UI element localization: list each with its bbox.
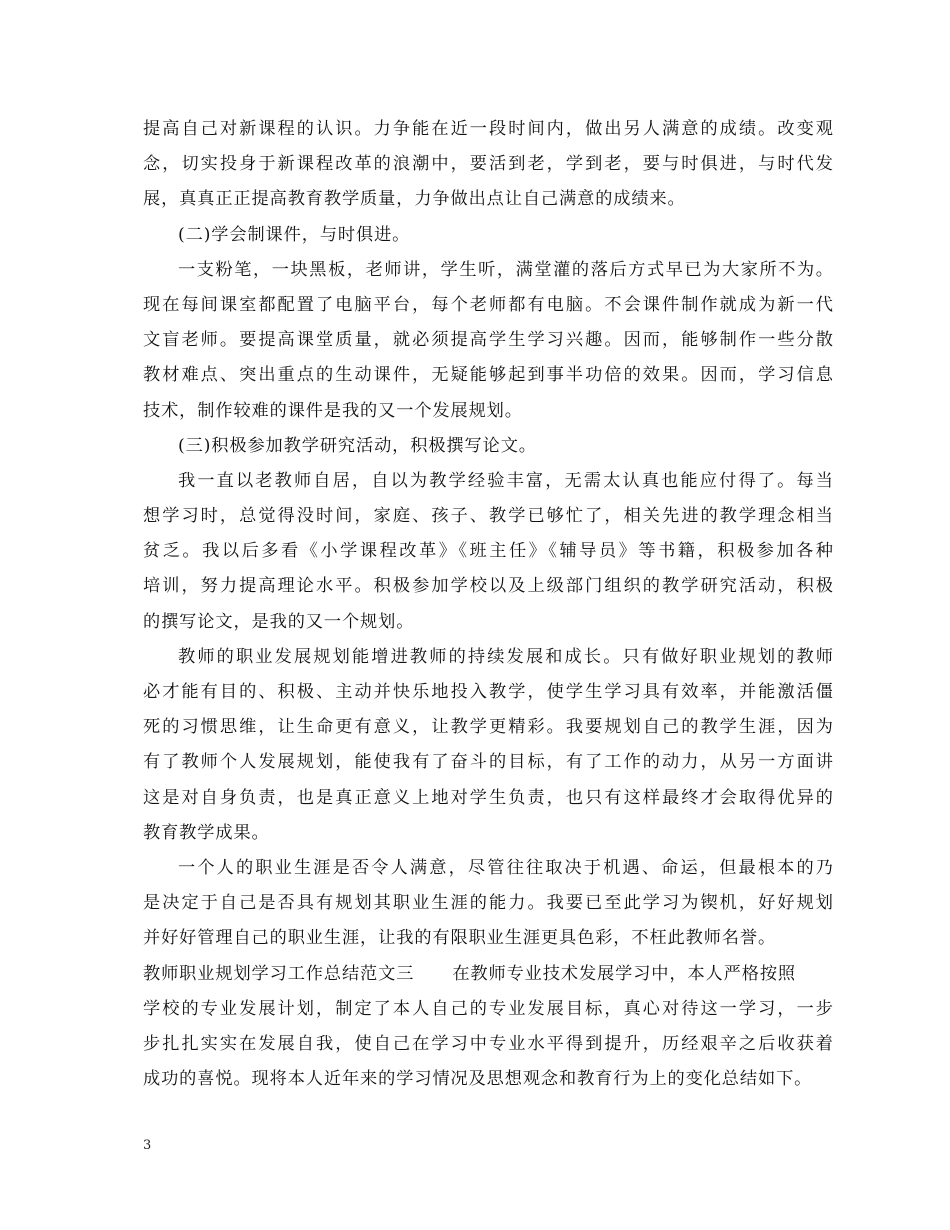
paragraph-line: 一支粉笔，一块黑板，老师讲，学生听，满堂灌的落后方式早已为大家所不为。 <box>178 259 833 280</box>
paragraph-line: 有了教师个人发展规划，能使我有了奋斗的目标，有了工作的动力，从另一方面讲 <box>143 752 833 773</box>
paragraph-line: 技术，制作较难的课件是我的又一个发展规划。 <box>143 400 523 421</box>
paragraph-line: 这是对自身负责，也是真正意义上地对学生负责，也只有这样最终才会取得优异的 <box>143 787 833 808</box>
subheading-two: (二)学会制课件，与时俱进。 <box>178 224 411 245</box>
paragraph-line: 提高自己对新课程的认识。力争能在近一段时间内，做出另人满意的成绩。改变观 <box>143 119 833 139</box>
paragraph-line: 教材难点、突出重点的生动课件，无疑能够起到事半功倍的效果。因而，学习信息 <box>143 365 833 386</box>
paragraph-line: 文盲老师。要提高课堂质量，就必须提高学生学习兴趣。因而，能够制作一些分散 <box>143 330 833 351</box>
section-first-line: 在教师专业技术发展学习中，本人严格按照 <box>452 963 796 984</box>
paragraph-line: 现在每间课室都配置了电脑平台，每个老师都有电脑。不会课件制作就成为新一代 <box>143 294 833 315</box>
paragraph-line: 展，真真正正提高教育教学质量，力争做出点让自己满意的成绩来。 <box>143 189 686 210</box>
section-title-line <box>143 957 833 992</box>
paragraph-line: 培训，努力提高理论水平。积极参加学校以及上级部门组织的教学研究活动，积极 <box>143 576 833 597</box>
paragraph-line: 一个人的职业生涯是否令人满意，尽管往往取决于机遇、命运，但最根本的乃 <box>178 857 833 878</box>
paragraph-line: 念，切实投身于新课程改革的浪潮中，要活到老，学到老，要与时俱进，与时代发 <box>143 154 833 175</box>
paragraph-line: 死的习惯思维，让生命更有意义，让教学更精彩。我要规划自己的教学生涯，因为 <box>143 717 833 738</box>
paragraph-line: 步扎扎实实在发展自我，使自己在学习中专业水平得到提升，历经艰辛之后收获着 <box>143 1033 833 1054</box>
page-number: 3 <box>143 1138 152 1153</box>
paragraph-line: 并好好管理自己的职业生涯，让我的有限职业生涯更具色彩，不枉此教师名誉。 <box>143 928 777 949</box>
paragraph-line: 是决定于自己是否具有规划其职业生涯的能力。我要已至此学习为锲机，好好规划 <box>143 893 833 914</box>
paragraph-line: 我一直以老教师自居，自以为教学经验丰富，无需太认真也能应付得了。每当 <box>178 470 833 491</box>
subheading-three: (三)积极参加教学研究活动，积极撰写论文。 <box>178 435 537 456</box>
paragraph-line: 教育教学成果。 <box>143 822 270 843</box>
section-title: 教师职业规划学习工作总结范文三 <box>143 963 415 984</box>
paragraph-line: 成功的喜悦。现将本人近年来的学习情况及思想观念和教育行为上的变化总结如下。 <box>143 1069 813 1090</box>
body-text <box>143 112 833 1097</box>
paragraph-line: 必才能有目的、积极、主动并快乐地投入教学，使学生学习具有效率，并能激活僵 <box>143 682 833 702</box>
paragraph-line: 学校的专业发展计划，制定了本人自己的专业发展目标，真心对待这一学习，一步 <box>143 998 833 1019</box>
paragraph-line: 教师的职业发展规划能增进教师的持续发展和成长。只有做好职业规划的教师 <box>178 646 833 667</box>
paragraph-line: 想学习时，总觉得没时间，家庭、孩子、教学已够忙了，相关先进的教学理念相当 <box>143 506 833 527</box>
paragraph-line: 的撰写论文，是我的又一个规划。 <box>143 611 415 632</box>
paragraph-line: 贫乏。我以后多看《小学课程改革》《班主任》《辅导员》等书籍，积极参加各种 <box>143 541 833 562</box>
